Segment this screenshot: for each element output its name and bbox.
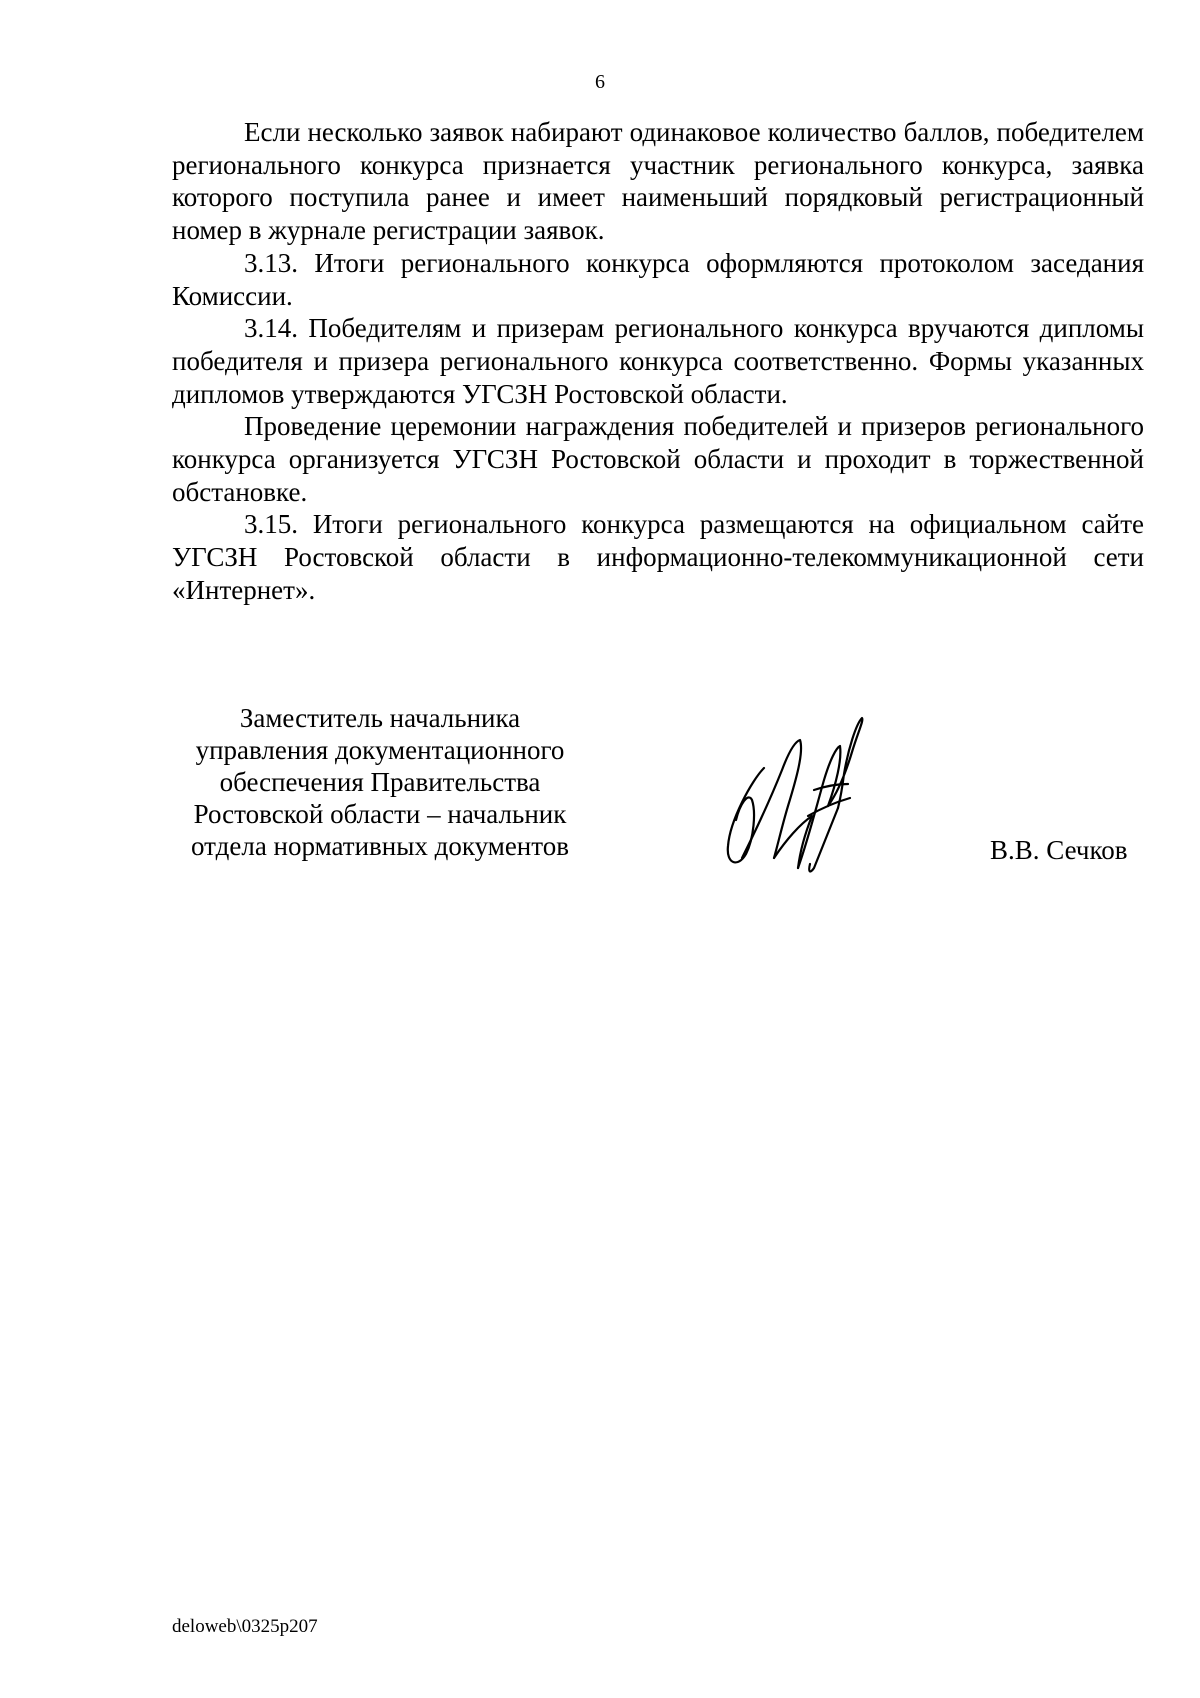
handwritten-signature xyxy=(712,708,882,878)
signatory-position-line: обеспечения Правительства xyxy=(219,767,541,797)
document-code: deloweb\0325p207 xyxy=(172,1616,318,1637)
signatory-position-line: Ростовской области – начальник xyxy=(193,799,567,829)
signatory-position-line: отдела нормативных документов xyxy=(191,831,569,861)
signer-name: В.В. Сечков xyxy=(990,835,1128,865)
document-body xyxy=(172,116,1144,607)
page-number: 6 xyxy=(595,71,605,93)
paragraph-3-14: 3.14. Победителям и призерам регионального конкурса вручаются дипломы победителя и призера регионального конкурса соответственно. Формы указанных дипломов утверждаются УГСЗН Ростовской области. xyxy=(172,313,1144,409)
signatory-position-line: Заместитель начальника xyxy=(239,703,521,733)
signatory-position-line: управления документационного xyxy=(195,735,565,765)
paragraph-equal-scores: Если несколько заявок набирают одинаковое количество баллов, победителем регионального конкурса признается участник регионального конкурса, заявка которого поступила ранее и имеет наименьший порядковый регистрационный номер в журнале регистрации заявок. xyxy=(172,117,1144,246)
paragraph-3-13: 3.13. Итоги регионального конкурса оформляются протоколом заседания Комиссии. xyxy=(172,247,1144,311)
paragraph-3-15: 3.15. Итоги регионального конкурса размещаются на официальном сайте УГСЗН Ростовской области в информационно-телекоммуникационной сети «Интернет». xyxy=(172,509,1144,605)
paragraph-ceremony: Проведение церемонии награждения победителей и призеров регионального конкурса организуется УГСЗН Ростовской области и проходит в торжественной обстановке. xyxy=(172,411,1144,507)
signatory-position xyxy=(172,702,588,862)
